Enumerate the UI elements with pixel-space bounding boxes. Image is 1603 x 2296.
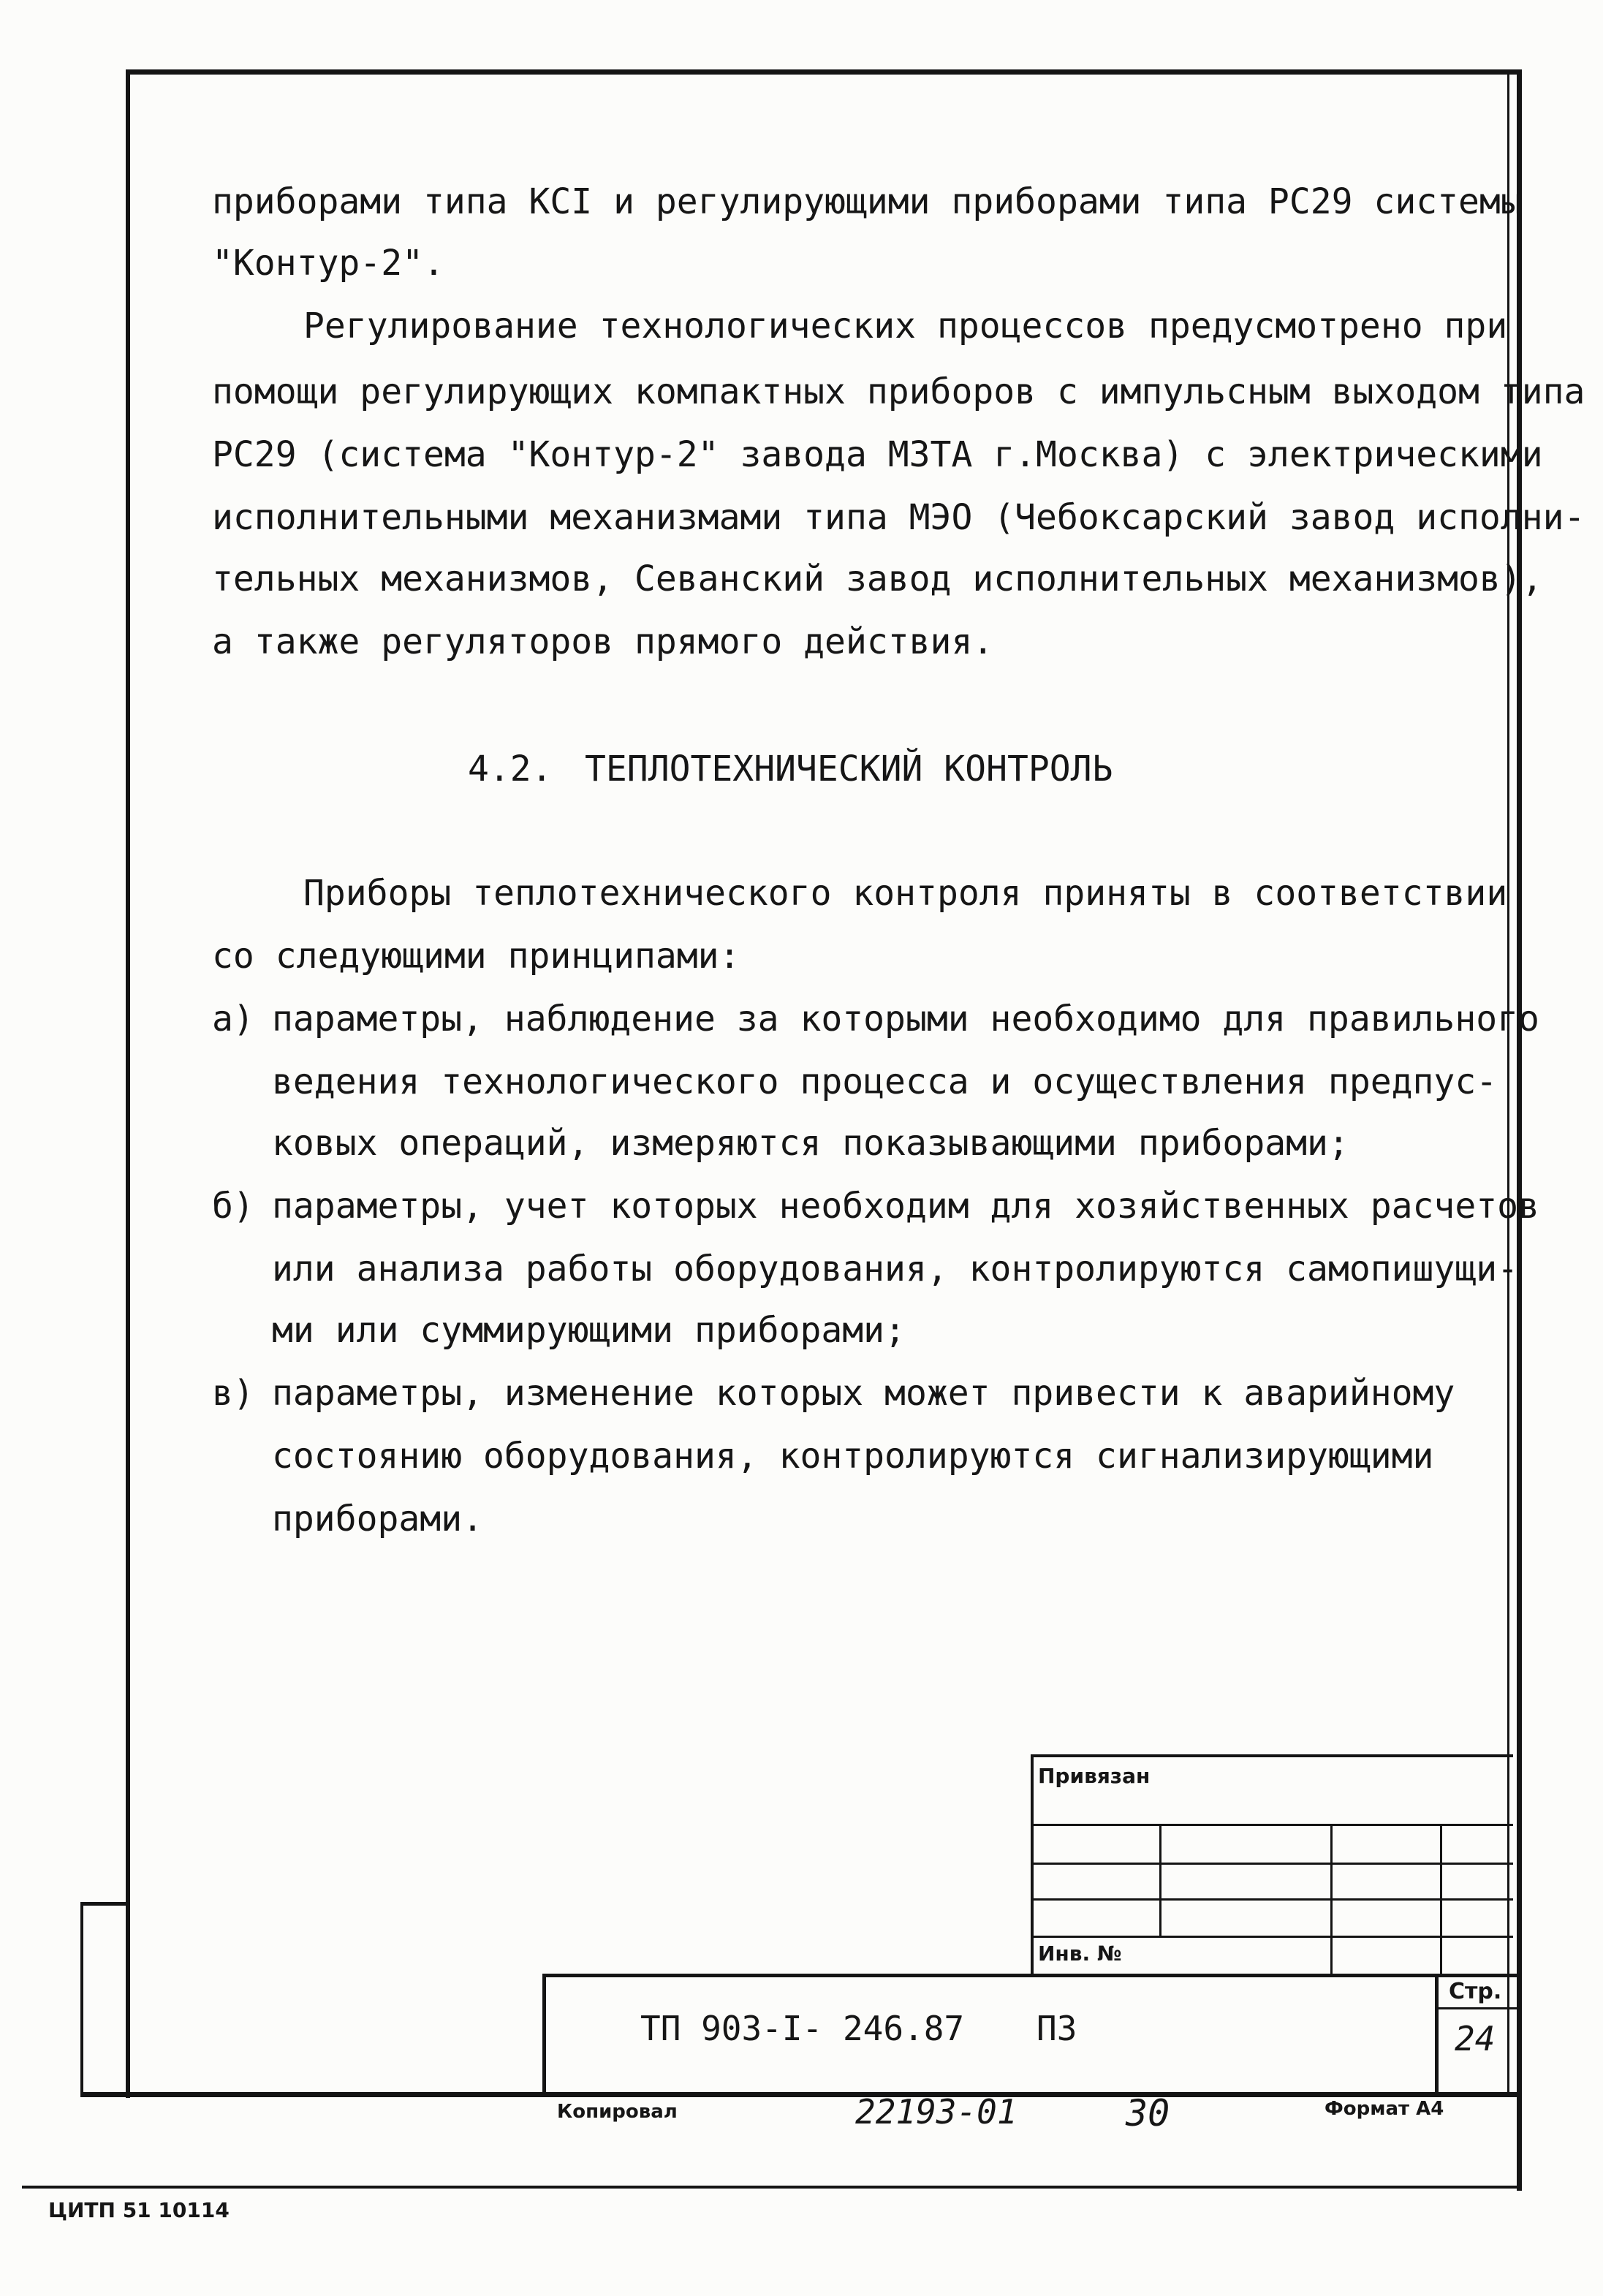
tb-line (1435, 1974, 1439, 2094)
intro-line: Приборы теплотехнического контроля приняты в соответствии (303, 873, 1508, 914)
format-label: Формат А4 (1325, 2098, 1444, 2120)
sheet-number: 30 (1126, 2092, 1170, 2134)
body-line: тельных механизмов, Севанский завод исполнительных механизмов), (212, 558, 1543, 599)
list-marker: б) (212, 1186, 254, 1227)
list-item-line: ми или суммирующими приборами; (272, 1310, 906, 1351)
list-item-line: параметры, изменение которых может привести к аварийному (272, 1373, 1455, 1414)
document-code: ТП 903-I- 246.87 (640, 2009, 965, 2048)
body-line: а также регуляторов прямого действия. (212, 621, 994, 662)
tb-line (542, 1974, 1520, 1977)
page-bottom-line (22, 2186, 1522, 2189)
list-item-line: параметры, учет которых необходим для хозяйственных расчетов (272, 1186, 1539, 1227)
document-type: ПЗ (1037, 2009, 1077, 2048)
body-line: помощи регулирующих компактных приборов с импульсным выходом типа (212, 371, 1585, 412)
list-item-line: ведения технологического процесса и осуществления предпус- (272, 1061, 1498, 1102)
inv-label: Инв. № (1038, 1941, 1122, 1966)
list-item-line: ковых операций, измеряются показывающими приборами; (272, 1123, 1349, 1164)
frame-left (126, 69, 130, 2098)
tb-line (542, 1974, 546, 2094)
tb-line (1440, 1825, 1442, 1975)
tb-line (1031, 1754, 1513, 1757)
body-line: РС29 (система "Контур-2" завода МЗТА г.Москва) с электрическими (212, 434, 1543, 475)
margin-stub-left (80, 1902, 83, 2096)
list-item-line: параметры, наблюдение за которыми необходимо для правильного (272, 999, 1539, 1039)
tb-line (1330, 1825, 1333, 1975)
section-title: ТЕПЛОТЕХНИЧЕСКИЙ КОНТРОЛЬ (585, 749, 1113, 789)
body-line: Регулирование технологических процессов предусмотрено при (303, 306, 1508, 346)
printer-mark: ЦИТП 51 10114 (48, 2198, 230, 2222)
list-item-line: состоянию оборудования, контролируются сигнализирующими (272, 1436, 1434, 1477)
body-line: "Контур-2". (212, 243, 444, 284)
tb-line (1435, 2007, 1519, 2009)
intro-line: со следующими принципами: (212, 936, 740, 977)
list-marker: в) (212, 1373, 254, 1414)
tb-line (1031, 1754, 1034, 1977)
page-number: 24 (1455, 2019, 1496, 2058)
copied-label: Копировал (557, 2101, 678, 2123)
section-number: 4.2. (468, 749, 553, 789)
privyazan-label: Привязан (1038, 1764, 1151, 1788)
frame-top (126, 69, 1520, 75)
order-number: 22193-01 (855, 2092, 1017, 2132)
body-line: приборами типа КСI и регулирующими приборами типа РС29 системы (212, 181, 1522, 222)
list-item-line: или анализа работы оборудования, контролируются самопишущи- (272, 1249, 1519, 1289)
tb-line (1159, 1825, 1161, 1936)
page-label: Стр. (1449, 1979, 1502, 2004)
list-item-line: приборами. (272, 1499, 483, 1539)
margin-stub-top (80, 1902, 130, 1906)
list-marker: а) (212, 999, 254, 1039)
body-line: исполнительными механизмами типа МЭО (Чебоксарский завод исполни- (212, 497, 1585, 538)
frame-bottom (80, 2092, 1520, 2097)
